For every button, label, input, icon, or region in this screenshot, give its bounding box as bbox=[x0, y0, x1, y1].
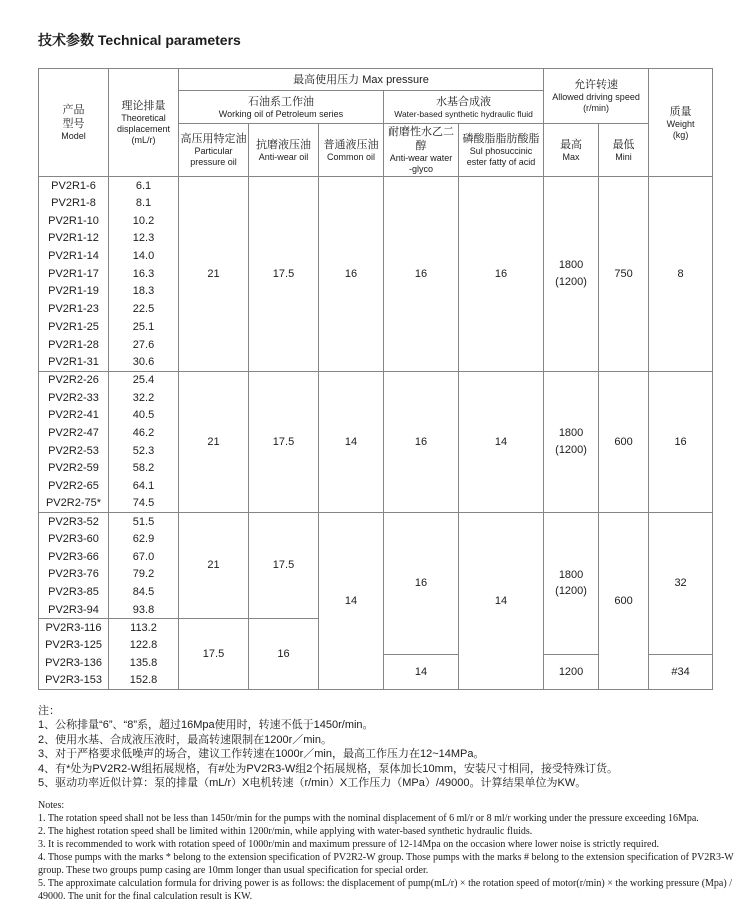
displacement-cell: 58.2 bbox=[109, 460, 179, 478]
weight-value: #34 bbox=[649, 654, 713, 689]
page-title: 技术参数 Technical parameters bbox=[38, 32, 241, 48]
displacement-cell: 22.5 bbox=[109, 300, 179, 318]
col-header-max-speed: 最高 Max bbox=[544, 124, 599, 177]
common-oil-value: 14 bbox=[319, 513, 384, 690]
anti-wear-oil-value: 17.5 bbox=[249, 371, 319, 513]
displacement-cell: 67.0 bbox=[109, 548, 179, 566]
displacement-cell: 30.6 bbox=[109, 353, 179, 371]
displacement-cell: 14.0 bbox=[109, 247, 179, 265]
model-cell: PV2R3-60 bbox=[39, 530, 109, 548]
notes-zh-list bbox=[38, 718, 738, 791]
model-cell: PV2R3-76 bbox=[39, 566, 109, 584]
model-cell: PV2R1-8 bbox=[39, 194, 109, 212]
displacement-cell: 62.9 bbox=[109, 530, 179, 548]
note-item: 5、驱动功率近似计算：泵的排量（mL/r）X电机转速（r/min）X工作压力（MPa）/49000。计算结果单位为KW。 bbox=[38, 777, 587, 790]
col-header-anti-wear-oil: 抗磨液压油 Anti-wear oil bbox=[249, 124, 319, 177]
displacement-cell: 10.2 bbox=[109, 212, 179, 230]
anti-wear-water-glycol-value: 16 bbox=[384, 371, 459, 513]
particular-pressure-oil-value: 21 bbox=[179, 513, 249, 619]
weight-value: 32 bbox=[649, 513, 713, 655]
model-cell: PV2R2-26 bbox=[39, 371, 109, 389]
model-cell: PV2R1-31 bbox=[39, 353, 109, 371]
displacement-cell: 51.5 bbox=[109, 513, 179, 531]
displacement-cell: 74.5 bbox=[109, 495, 179, 513]
common-oil-value: 14 bbox=[319, 371, 384, 513]
params-table-body bbox=[39, 177, 713, 690]
model-cell: PV2R1-23 bbox=[39, 300, 109, 318]
model-cell: PV2R3-66 bbox=[39, 548, 109, 566]
particular-pressure-oil-value: 17.5 bbox=[179, 619, 249, 690]
displacement-cell: 93.8 bbox=[109, 601, 179, 619]
col-header-phosphate-ester: 磷酸脂脂肪酸脂 Sul phosuccinic ester fatty of acid bbox=[459, 124, 544, 177]
particular-pressure-oil-value: 21 bbox=[179, 177, 249, 372]
note-item: 3. It is recommended to work with rotation speed of 1000r/min and maximum pressure of 12-14Mpa on the occasion where lower noise is strictly required. bbox=[38, 838, 659, 850]
phosphate-ester-value: 14 bbox=[459, 513, 544, 690]
displacement-cell: 6.1 bbox=[109, 177, 179, 195]
displacement-cell: 25.1 bbox=[109, 318, 179, 336]
displacement-cell: 12.3 bbox=[109, 230, 179, 248]
col-header-weight: 质量 Weight (kg) bbox=[649, 69, 713, 177]
displacement-cell: 8.1 bbox=[109, 194, 179, 212]
model-cell: PV2R1-14 bbox=[39, 247, 109, 265]
model-cell: PV2R2-33 bbox=[39, 389, 109, 407]
model-cell: PV2R3-116 bbox=[39, 619, 109, 637]
displacement-cell: 152.8 bbox=[109, 672, 179, 690]
table-header bbox=[39, 69, 713, 177]
model-cell: PV2R3-136 bbox=[39, 654, 109, 672]
col-header-particular-pressure-oil: 高压用特定油 Particular pressure oil bbox=[179, 124, 249, 177]
displacement-cell: 52.3 bbox=[109, 442, 179, 460]
weight-value: 8 bbox=[649, 177, 713, 372]
displacement-cell: 122.8 bbox=[109, 636, 179, 654]
model-cell: PV2R3-52 bbox=[39, 513, 109, 531]
displacement-cell: 79.2 bbox=[109, 566, 179, 584]
displacement-cell: 46.2 bbox=[109, 424, 179, 442]
note-item: 4. Those pumps with the marks * belong to the extension specification of PV2R2-W group. Those pumps with the marks # belong to the extension specification of PV2R3-W group. These two groups pump casing are 10mm longer than usual specification for special order. bbox=[38, 851, 734, 876]
model-cell: PV2R1-28 bbox=[39, 336, 109, 354]
anti-wear-water-glycol-value: 14 bbox=[384, 654, 459, 689]
max-speed-value: 1200 bbox=[544, 654, 599, 689]
displacement-cell: 16.3 bbox=[109, 265, 179, 283]
note-item: 1. The rotation speed shall not be less than 1450r/min for the pumps with the nominal displacement of 6 ml/r or 8 ml/r working under the pressure exceeding 16Mpa. bbox=[38, 812, 699, 824]
notes-zh-section bbox=[38, 704, 738, 791]
displacement-cell: 18.3 bbox=[109, 283, 179, 301]
displacement-cell: 84.5 bbox=[109, 583, 179, 601]
displacement-cell: 25.4 bbox=[109, 371, 179, 389]
particular-pressure-oil-value: 21 bbox=[179, 371, 249, 513]
note-item: 2、使用水基、合成液压液时，最高转速限制在1200r／min。 bbox=[38, 733, 332, 746]
weight-value: 16 bbox=[649, 371, 713, 513]
displacement-cell: 40.5 bbox=[109, 406, 179, 424]
anti-wear-oil-value: 16 bbox=[249, 619, 319, 690]
col-header-displacement: 理论排量 Theoretical displacement (mL/r) bbox=[109, 69, 179, 177]
col-header-water-based-fluid: 水基合成液 Water-based synthetic hydraulic fluid bbox=[384, 91, 544, 124]
phosphate-ester-value: 14 bbox=[459, 371, 544, 513]
max-speed-value: 1800 (1200) bbox=[544, 371, 599, 513]
col-header-max-pressure: 最高使用压力 Max pressure bbox=[179, 69, 544, 91]
model-cell: PV2R3-94 bbox=[39, 601, 109, 619]
displacement-cell: 135.8 bbox=[109, 654, 179, 672]
model-cell: PV2R3-153 bbox=[39, 672, 109, 690]
table-row bbox=[39, 513, 713, 531]
model-cell: PV2R2-41 bbox=[39, 406, 109, 424]
displacement-cell: 27.6 bbox=[109, 336, 179, 354]
displacement-cell: 32.2 bbox=[109, 389, 179, 407]
anti-wear-water-glycol-value: 16 bbox=[384, 177, 459, 372]
note-item: 5. The approximate calculation formula for driving power is as follows: the displacement of pump(mL/r) × the rotation speed of motor(r/min) × the working pressure (Mpa) / 49000. The unit for the final calculation result is KW. bbox=[38, 877, 732, 902]
max-speed-value: 1800 (1200) bbox=[544, 177, 599, 372]
col-header-anti-wear-water-glycol: 耐磨性水乙二醇 Anti-wear water -glyco bbox=[384, 124, 459, 177]
model-cell: PV2R1-6 bbox=[39, 177, 109, 195]
note-item: 4、有*处为PV2R2-W组拓展规格，有#处为PV2R3-W组2个拓展规格，泵体加长10mm，安装尺寸相同，接受特殊订货。 bbox=[38, 762, 618, 775]
col-header-model: 产品 型号 Model bbox=[39, 69, 109, 177]
min-speed-value: 600 bbox=[599, 371, 649, 513]
col-header-allowed-speed: 允许转速 Allowed driving speed (r/min) bbox=[544, 69, 649, 124]
model-cell: PV2R2-59 bbox=[39, 460, 109, 478]
notes-zh-label: 注： bbox=[38, 704, 60, 717]
col-header-min-speed: 最低 Mini bbox=[599, 124, 649, 177]
col-header-common-oil: 普通液压油 Common oil bbox=[319, 124, 384, 177]
notes-en-list bbox=[38, 812, 738, 903]
common-oil-value: 16 bbox=[319, 177, 384, 372]
anti-wear-oil-value: 17.5 bbox=[249, 177, 319, 372]
notes-en-label: Notes: bbox=[38, 799, 65, 811]
table-row bbox=[39, 371, 713, 389]
table-row bbox=[39, 177, 713, 195]
min-speed-value: 750 bbox=[599, 177, 649, 372]
model-cell: PV2R2-53 bbox=[39, 442, 109, 460]
anti-wear-oil-value: 17.5 bbox=[249, 513, 319, 619]
model-cell: PV2R1-25 bbox=[39, 318, 109, 336]
model-cell: PV2R1-10 bbox=[39, 212, 109, 230]
model-cell: PV2R3-85 bbox=[39, 583, 109, 601]
displacement-cell: 113.2 bbox=[109, 619, 179, 637]
model-cell: PV2R2-75* bbox=[39, 495, 109, 513]
anti-wear-water-glycol-value: 16 bbox=[384, 513, 459, 655]
note-item: 1、公称排量“6”、“8”系，超过16Mpa使用时，转速不低于1450r/min。 bbox=[38, 719, 374, 732]
phosphate-ester-value: 16 bbox=[459, 177, 544, 372]
model-cell: PV2R2-65 bbox=[39, 477, 109, 495]
model-cell: PV2R1-12 bbox=[39, 230, 109, 248]
max-speed-value: 1800 (1200) bbox=[544, 513, 599, 655]
notes-en-section bbox=[38, 799, 738, 903]
technical-parameters-table bbox=[38, 68, 713, 690]
model-cell: PV2R2-47 bbox=[39, 424, 109, 442]
note-item: 2. The highest rotation speed shall be limited within 1200r/min, while applying with water-based synthetic hydraulic fluids. bbox=[38, 825, 533, 837]
col-header-petroleum-oil: 石油系工作油 Working oil of Petroleum series bbox=[179, 91, 384, 124]
model-cell: PV2R1-19 bbox=[39, 283, 109, 301]
displacement-cell: 64.1 bbox=[109, 477, 179, 495]
min-speed-value: 600 bbox=[599, 513, 649, 690]
model-cell: PV2R3-125 bbox=[39, 636, 109, 654]
model-cell: PV2R1-17 bbox=[39, 265, 109, 283]
note-item: 3、对于严格要求低噪声的场合，建议工作转速在1000r／min，最高工作压力在12~14MPa。 bbox=[38, 748, 485, 761]
